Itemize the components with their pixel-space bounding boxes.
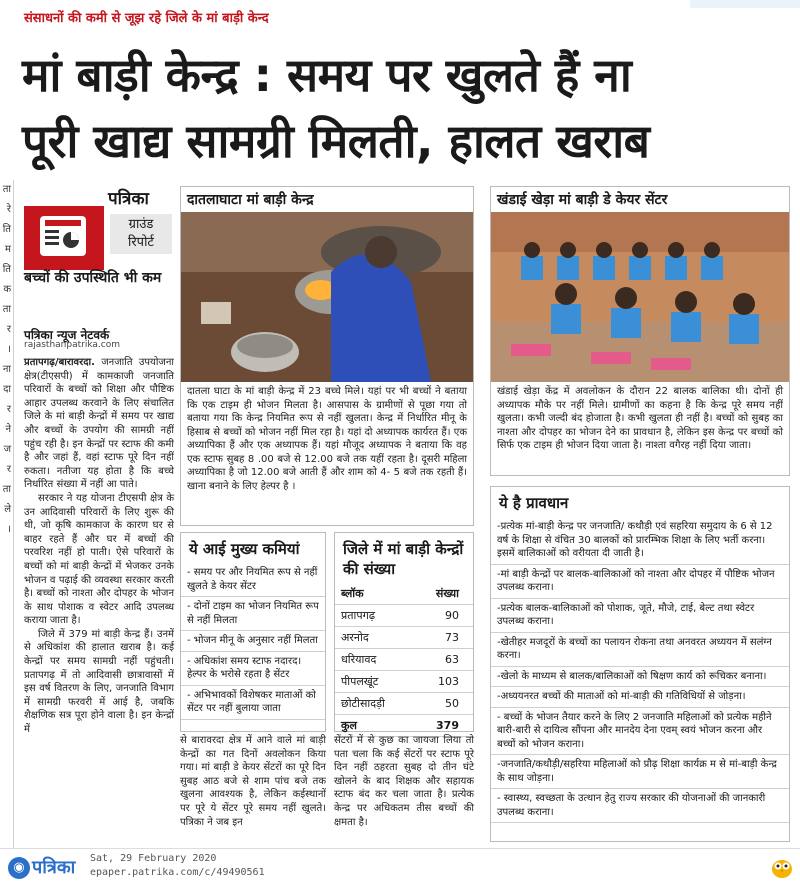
adjacent-column-glyph: ले: [4, 504, 11, 515]
table-row: [335, 671, 473, 693]
patrika-brand: पत्रिका: [108, 189, 149, 209]
photo-datlaghata: [180, 186, 474, 526]
adjacent-column-glyph: र: [6, 464, 11, 475]
top-decoration: [690, 0, 800, 8]
ground-report-label: [110, 214, 172, 254]
provision-item: - बच्चों के भोजन तैयार करने के लिए 2 जनजाति महिलाओं को प्रत्येक महीने बारी-बारी से दायित्व सौंपना और मानदेय देना एवम् स्वयं भोजन करना और बच्चों को भोजन कराना।: [491, 708, 789, 756]
ground-report-label-line-1: ग्राउंड: [128, 217, 154, 232]
shortcoming-item: - अधिकांश समय स्टाफ नदारद। हेल्पर के भरोसे रहता है सेंटर: [181, 652, 325, 686]
table-row: [335, 649, 473, 671]
adjacent-column-glyph: ता: [2, 304, 11, 315]
adjacent-column-glyph: र: [6, 324, 11, 335]
block-count: 90: [413, 605, 473, 627]
adjacent-column-glyph: ने: [5, 424, 11, 435]
block-count: 73: [413, 627, 473, 649]
block-name: अरनोद: [335, 627, 413, 649]
provision-item: -अध्ययनरत बच्चों की माताओं को मां-बाड़ी की गतिविधियों से जोड़ना।: [491, 687, 789, 708]
table-header-row: [335, 583, 473, 605]
photo-datlaghata-title: दातलाघाटा मां बाड़ी केन्द्र: [181, 187, 473, 212]
patrika-logo-icon: ◉: [8, 857, 30, 879]
adjacent-column-glyph: ता: [2, 484, 11, 495]
adjacent-column-glyph: क: [3, 284, 11, 295]
kitchen-scene-image: [181, 212, 473, 382]
adjacent-column-glyph: र: [6, 404, 11, 415]
dateline: प्रतापगढ़/बारावरदा.: [24, 357, 95, 368]
footer-date: Sat, 29 February 2020: [90, 853, 217, 864]
adjacent-column-glyph: ता: [2, 184, 11, 195]
block-name: धरियावद: [335, 649, 413, 671]
adjacent-column-glyph: ति: [2, 264, 11, 275]
shortcomings-box: [180, 532, 326, 732]
provision-item: -जनजाति/कथौड़ी/सहरिया महिलाओं को प्रौढ़ शिक्षा कार्यक्र म से मां-बाड़ी केन्द्र के साथ जोड़ना।: [491, 755, 789, 789]
district-count-box: [334, 532, 474, 732]
ground-report-subhead: बच्चों की उपस्थिति भी कम: [24, 270, 162, 286]
main-story: [24, 356, 174, 737]
footer-brand: पत्रिका: [32, 857, 76, 878]
total-label: कुल: [335, 715, 413, 737]
column-header-block: ब्लॉक: [335, 583, 413, 605]
adjacent-column-glyph: ।: [7, 344, 11, 355]
table-row: [335, 693, 473, 715]
table-row: [335, 627, 473, 649]
shortcoming-item: - समय पर और नियमित रूप से नहीं खुलते डे केयर सेंटर: [181, 563, 325, 597]
photo-khandai-kheda-caption: खंडाई खेड़ा केंद्र में अवलोकन के दौरान 22 बालक बालिका थी। दोनों ही अध्यापक मौके पर नहीं मिले। ग्रामीणों का कहना है कि केन्द्र पूरे समय नहीं खुलता। कभी जल्दी बंद होजाता है। कभी खुलता ही नहीं है। बच्चों को सुबह का नाश्ता और दोपहर का भोजन देने का प्रावधान है, लेकिन इस केन्द्र पर बच्चों को सिर्फ एक टाइम ही भोजन दिया जाता है। नाश्ता वगैरह नहीं दिया जाता।: [497, 386, 783, 451]
shortcomings-title: ये आई मुख्य कमियां: [189, 540, 300, 558]
shortcoming-item: - भोजन मीनू के अनुसार नहीं मिलता: [181, 631, 325, 652]
photo-datlaghata-caption: दातला घाटा के मां बाड़ी केन्द्र में 23 बच्चे मिले। यहां पर भी बच्चों ने बताया कि एक टाइम ही भोजन मिलता है। आसपास के ग्रामीणों से पूछा गया तो बताया गया कि केन्द्र नियमित रूप से नहीं खुलता। केन्द्र में निर्धारित मीनू के हिसाब से बच्चों को भोजन नहीं मिल रहा है। यहां दो अध्यापक कार्यरत हैं। एक अध्यापिका हैं और एक अध्यापक हैं। यहां मौजूद अध्यापक ने बताया कि वह एक स्टाफ सुबह 8 .00 बजे से 12.00 बजे तक यहीं रहता है। दूसरी महिला अध्यापिका है जो 12.00 बजे आती हैं और शाम को 4- 5 बजे तक रहती हैं। खाना बनाने के लिए हेल्पर है ।: [187, 386, 467, 492]
provision-item: -खेतीहर मजदूरों के बच्चों का पलायन रोकना तथा अनवरत अध्ययन में सलंग्न करना।: [491, 633, 789, 667]
block-name: छोटीसादड़ी: [335, 693, 413, 715]
adjacent-column-glyph: ।: [7, 524, 11, 535]
provision-item: -मां बाड़ी केन्द्रों पर बालक-बालिकाओं को नाश्ता और दोपहर में पौष्टिक भोजन उपलब्ध कराना।: [491, 565, 789, 599]
column-header-count: संख्या: [413, 583, 473, 605]
adjacent-column-glyph: म: [5, 244, 11, 255]
story-continuation-col2: सेंटरों में से कुछ का जायजा लिया तो पता चला कि कई सेंटरों पर स्टाफ पूरे दिन नहीं ठहरता सुबह दो तीन घंटे खोलने के बाद शिक्षक और सहायक स्टाफ बंद कर चला जाता है। प्रत्येक केन्द्र पर अधिकतम तीस बच्चों की क्षमता है।: [334, 735, 474, 828]
adjacent-column-glyph: रे: [6, 204, 11, 215]
adjacent-column-glyph: ज: [3, 444, 11, 455]
headline-line-1: मां बाड़ी केन्द्र : समय पर खुलते हैं ना: [22, 48, 632, 102]
table-row: [335, 605, 473, 627]
photo-khandai-kheda-image: [491, 212, 789, 382]
provisions-box: [490, 486, 790, 842]
provision-item: -प्रत्येक मां-बाड़ी केन्द्र पर जनजाति/ कथौड़ी एवं सहरिया समुदाय के 6 से 12 वर्ष के शिक्षा से वंचित 30 बालकों को प्रारम्भिक शिक्षा के लिए भर्ती करना। इसमें बालिकाओं को वरीयता दी जाती है।: [491, 517, 789, 565]
adjacent-column-glyph: ति: [2, 224, 11, 235]
block-count: 63: [413, 649, 473, 671]
adjacent-column-glyph: दा: [3, 384, 11, 395]
story-paragraph-3: जिले में 379 मां बाड़ी केन्द्र हैं। उनमें से अधिकांश की हालात खराब है। कई केन्द्रों पर समय सामग्री नहीं पहुंचती। प्रतापगढ़ में तो आदिवासी छात्रावासों में इस वर्ष वितरण के लिए, जनजाति विभाग में सामग्री फरवरी में आई है, जबकि शैक्षणिक सत्र पूरा होने वाला है। इन केन्द्रों में: [24, 628, 174, 736]
shortcoming-item: - दोनों टाइम का भोजन नियमित रूप से नहीं मिलता: [181, 597, 325, 631]
block-count: 50: [413, 693, 473, 715]
provision-item: -प्रत्येक बालक-बालिकाओं को पोशाक, जूते, मौजे, टाई, बेल्ट तथा स्वेटर उपलब्ध कराना।: [491, 599, 789, 633]
story-paragraph-1: प्रतापगढ़/बारावरदा. जनजाति उपयोजना क्षेत्र(टीएसपी) में कामकाजी जनजाति परिवारों के बच्चों को शिक्षा और पौष्टिक आहार उपलब्ध करवाने के लिए संचालित जिले के मां बाड़ी केन्द्रों में समय पर खाद्य और बच्चों के उपयोग की सामग्री नहीं पहुंच रही है। इन केन्द्रों पर स्टाफ की कमी है और जहां हैं, वहां स्टाफ पूरे दिन नहीं रुकता। नतीजा यह होता है कि बच्चे निर्धारित संख्या में नहीं आ पाते।: [24, 357, 174, 491]
story-strap: संसाधनों की कमी से जूझ रहे जिले के मां बाड़ी केन्द: [24, 11, 269, 26]
block-count: 103: [413, 671, 473, 693]
district-table-title: जिले में मां बाड़ी केन्द्रों की संख्या: [343, 540, 464, 578]
footer: [0, 848, 800, 884]
story-paragraph-2: सरकार ने यह योजना टीएसपी क्षेत्र के उन आदिवासी परिवारों के लिए शुरू की थी, जो कृषि कामकाज के कारण घर से बाहर रहते हैं और घर में बच्चों की परवरिश नहीं हो पाती। ऐसे परिवारों के बच्चों को मां बाड़ी केन्द्रों में भेजकर उनके भोजन व पढ़ाई की व्यवस्था सरकार करती है। बच्चों को नाश्ता और दोपहर के भोजन के साथ पोशाक व स्वेटर आदि उपलब्ध कराया जाता है।: [24, 492, 174, 627]
block-name: प्रतापगढ़: [335, 605, 413, 627]
classroom-children-image: [491, 212, 789, 382]
district-rows: [335, 605, 473, 715]
photo-khandai-kheda-title: खंडाई खेड़ा मां बाड़ी डे केयर सेंटर: [491, 187, 789, 212]
ground-report-label-line-2: रिपोर्ट: [128, 235, 154, 250]
photo-khandai-kheda: [490, 186, 790, 476]
shortcoming-item: - अभिभावकों विशेषकर माताओं को सेंटर पर नहीं बुलाया जाता: [181, 686, 325, 720]
story-continuation-col1: से बारावरदा क्षेत्र में आने वाले मां बाड़ी केन्द्रों का गत दिनों अवलोकन किया गया। मां बाड़ी डे केयर सेंटरों का पूरे दिन सुबह आठ बजे से शाम पांच बजे तक खुलना आवश्यक है, लेकिन कईस्थानों पर पूरे ये सेंटर पूरे समय नहीं खुलते। पत्रिका ने जब इन: [180, 735, 326, 828]
provision-item: - स्वास्थ्य, स्वच्छता के उत्थान हेतु राज्य सरकार की योजनाओं की जानकारी उपलब्ध कराना।: [491, 789, 789, 823]
ground-report-icon: [24, 206, 104, 270]
ground-report-badge: [24, 186, 174, 306]
footer-url[interactable]: epaper.patrika.com/c/49490561: [90, 867, 265, 878]
photo-datlaghata-image: [181, 212, 473, 382]
total-value: 379: [413, 715, 473, 737]
provisions-list: [491, 517, 789, 823]
adjacent-column-fragment: [0, 180, 14, 860]
byline: पत्रिका न्यूज नेटवर्क: [24, 328, 110, 342]
headline: [22, 42, 792, 174]
provisions-title: ये है प्रावधान: [499, 494, 569, 512]
owl-mascot-icon[interactable]: [770, 855, 794, 879]
shortcomings-list: [181, 563, 325, 720]
adjacent-column-glyph: ना: [2, 364, 11, 375]
block-name: पीपलखूंट: [335, 671, 413, 693]
district-count-table: [335, 583, 473, 737]
provision-item: -खेलो के माध्यम से बालक/बालिकाओं को षिक्षण कार्य को रूचिकर बनाना।: [491, 667, 789, 688]
website: rajasthanpatrika.com: [24, 340, 120, 350]
headline-line-2: पूरी खाद्य सामग्री मिलती, हालत खराब: [22, 114, 650, 168]
